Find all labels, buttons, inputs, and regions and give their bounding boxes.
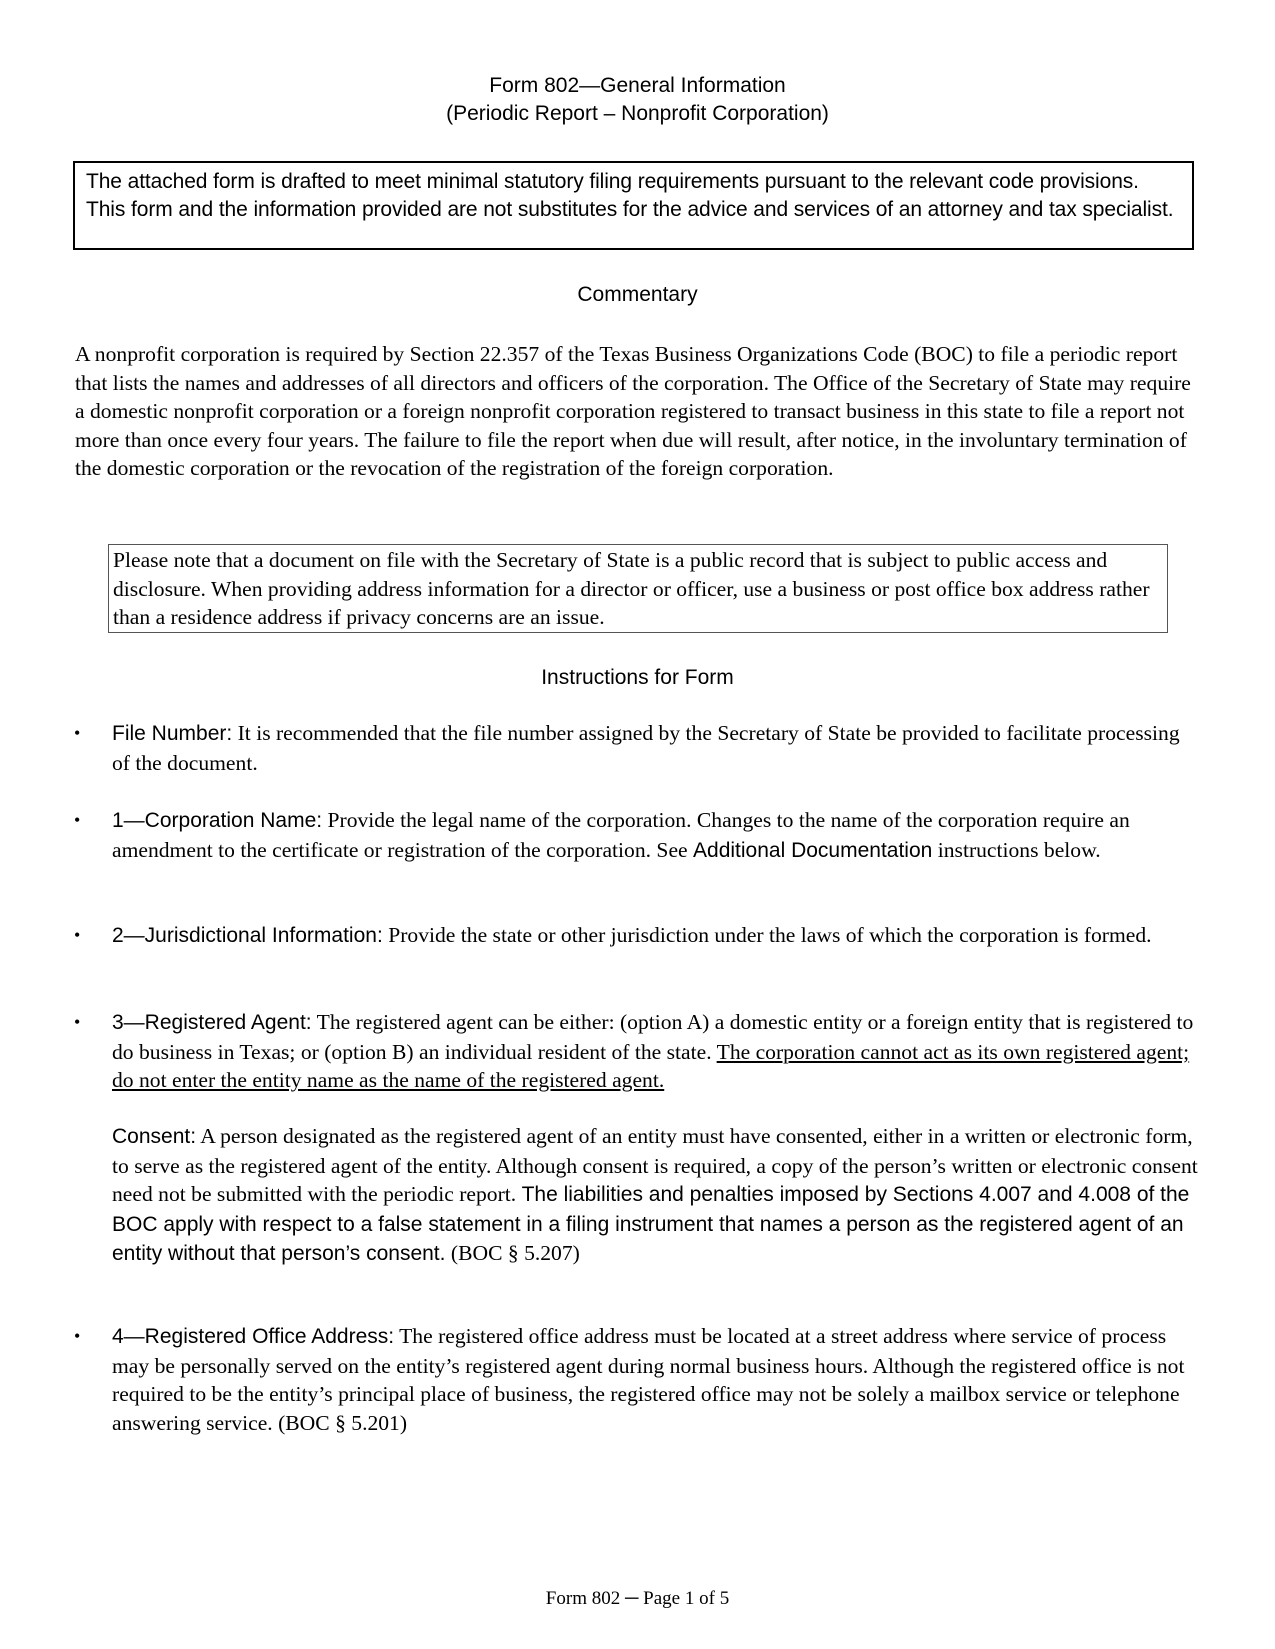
privacy-note-box: Please note that a document on file with the Secretary of State is a public record that is subject to public access and disclosure. When providing address information for a director or officer, use a business or post office box address rather than a residence address if privacy concerns are an issue. xyxy=(108,544,1168,633)
instruction-text: Provide the state or other jurisdiction under the laws of which the corporation is formed. xyxy=(382,923,1152,947)
instruction-file-number xyxy=(112,719,1202,777)
additional-documentation-ref: Additional Documentation xyxy=(693,838,933,862)
instruction-label: Consent: xyxy=(112,1125,197,1148)
liability-statement: The liabilities and penalties imposed by Sections 4.007 and 4.008 of the BOC apply with respect to a false statement in a filing instrument that names a person as the registered agent of an entity without that person’s consent. xyxy=(112,1183,1190,1265)
registered-agent-warning: The corporation cannot act as its own registered agent; do not enter the entity name as the name of the registered agent. xyxy=(112,1039,1190,1092)
instruction-corporation-name xyxy=(112,806,1202,865)
instruction-label: 1—Corporation Name: xyxy=(112,809,323,832)
instruction-registered-agent xyxy=(112,1008,1202,1095)
instruction-text: The registered office address must be located at a street address where service of process may be personally served on the entity’s registered agent during normal business hours. Although the registered office is not required to be the entity’s principal place of business, the registered office may not be solely a mailbox service or telephone answering service. (BOC § 5.201) xyxy=(112,1324,1185,1435)
instruction-text: Provide the legal name of the corporation. Changes to the name of the corporation require an amendment to the certificate or registration of the corporation. See xyxy=(112,808,1130,862)
instruction-text: It is recommended that the file number assigned by the Secretary of State be provided to facilitate processing of the document. xyxy=(112,721,1180,775)
form-subtitle: (Periodic Report – Nonprofit Corporation) xyxy=(446,102,829,125)
bullet-icon: • xyxy=(74,1326,81,1346)
commentary-text: A nonprofit corporation is required by Section 22.357 of the Texas Business Organizations Code (BOC) to file a periodic report that lists the names and addresses of all directors and officers of the corporation. The Office of the Secretary of State may require a domestic nonprofit corporation or a foreign nonprofit corporation registered to transact business in this state to file a report not more than once every four years. The failure to file the report when due will result, after notice, in the involuntary termination of the domestic corporation or the revocation of the registration of the foreign corporation. xyxy=(75,342,1191,480)
page-footer: Form 802 ─ Page 1 of 5 xyxy=(545,1588,730,1609)
bullet-icon: • xyxy=(74,925,81,945)
form-title: Form 802—General Information xyxy=(489,74,786,97)
instructions-heading: Instructions for Form xyxy=(541,666,734,689)
instruction-label: File Number: xyxy=(112,722,233,745)
instruction-consent xyxy=(112,1122,1202,1269)
instruction-text: A person designated as the registered agent of an entity must have consented, either in a written or electronic form, to serve as the registered agent of the entity. Although consent is required, a copy of the person’s written or electronic consent need not be submitted with the periodic report. xyxy=(112,1124,1198,1206)
disclaimer-box: The attached form is drafted to meet minimal statutory filing requirements pursuant to the relevant code provisions. This form and the information provided are not substitutes for the advice and services of an attorney and tax specialist. xyxy=(73,161,1194,250)
instruction-text: The registered agent can be either: (option A) a domestic entity or a foreign entity that is registered to do business in Texas; or (option B) an individual resident of the state. xyxy=(112,1010,1194,1064)
instruction-label: 3—Registered Agent: xyxy=(112,1011,312,1034)
commentary-heading: Commentary xyxy=(577,283,698,306)
instruction-label: 2—Jurisdictional Information: xyxy=(112,924,383,947)
bullet-icon: • xyxy=(74,810,81,830)
instruction-text: instructions below. xyxy=(932,837,1101,862)
bullet-icon: • xyxy=(74,723,81,743)
instruction-jurisdiction xyxy=(112,921,1202,951)
instruction-label: 4—Registered Office Address: xyxy=(112,1325,395,1348)
instruction-text: (BOC § 5.207) xyxy=(445,1241,580,1265)
instruction-registered-office xyxy=(112,1322,1202,1437)
bullet-icon: • xyxy=(74,1012,81,1032)
